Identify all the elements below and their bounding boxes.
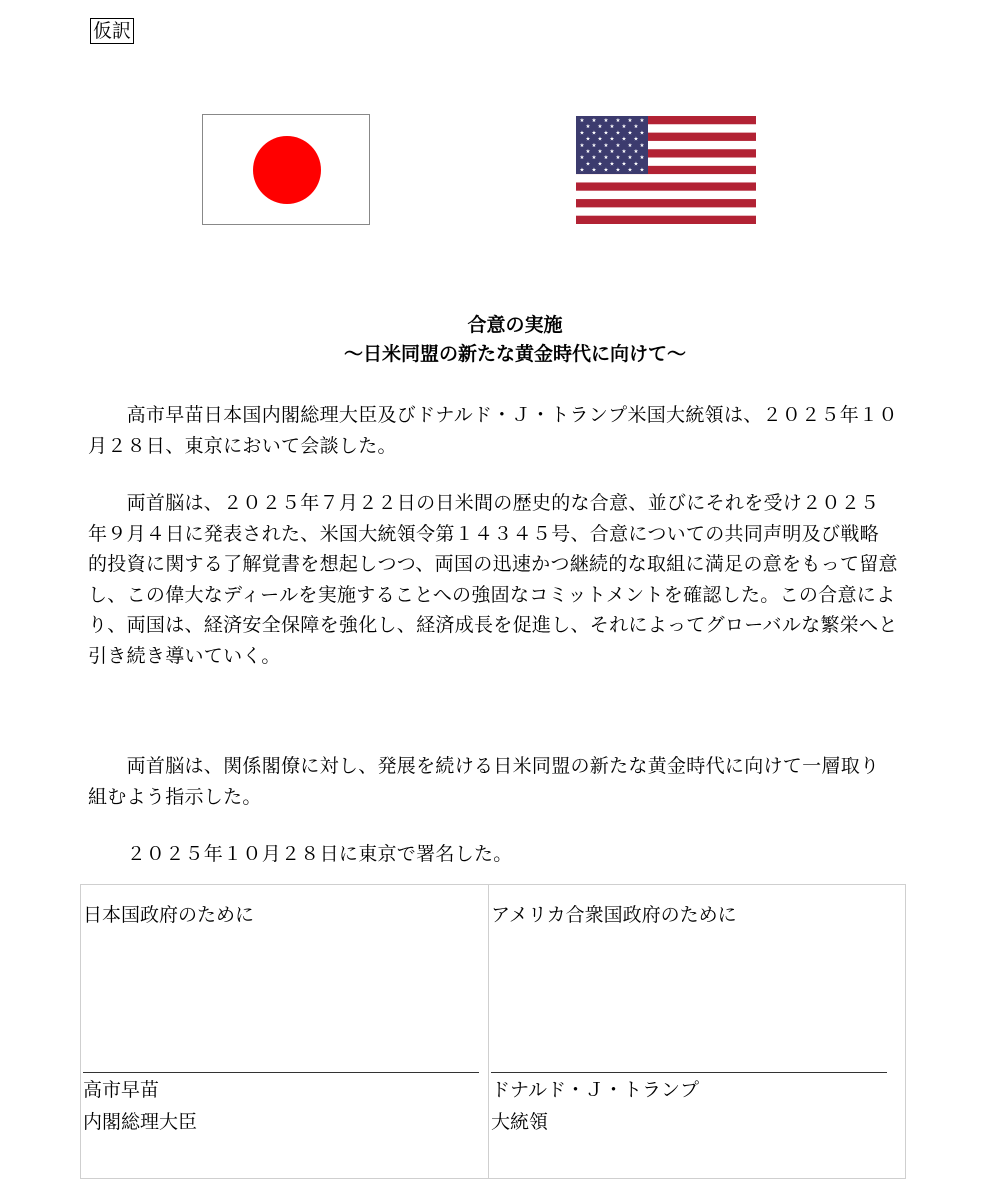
signatory-name-usa: ドナルド・Ｊ・トランプ <box>491 1079 700 1101</box>
usa-flag-star: ★ <box>639 130 645 137</box>
paragraph-instruction: 両首脳は、関係閣僚に対し、発展を続ける日米同盟の新たな黄金時代に向けて一層取り組むよう指示した。 <box>88 755 880 808</box>
signature-heading-usa: アメリカ合衆国政府のために <box>491 904 737 926</box>
usa-flag-star: ★ <box>603 130 609 137</box>
usa-flag-star: ★ <box>579 167 585 174</box>
usa-flag-star: ★ <box>603 118 609 124</box>
signature-block-usa <box>489 885 905 1178</box>
usa-flag-star: ★ <box>603 142 609 149</box>
usa-flag-stripe <box>576 174 756 182</box>
usa-flag-star: ★ <box>579 118 585 124</box>
signature-line-usa <box>491 1072 887 1073</box>
usa-flag-star: ★ <box>639 142 645 149</box>
usa-flag-stripe <box>576 182 756 190</box>
paragraph-meeting: 高市早苗日本国内閣総理大臣及びドナルド・Ｊ・トランプ米国大統領は、２０２５年１０月２８日、東京において会談した。 <box>88 404 898 457</box>
signature-heading-japan: 日本国政府のために <box>83 904 255 926</box>
usa-flag-star: ★ <box>615 167 621 174</box>
usa-flag-star: ★ <box>597 161 603 168</box>
paragraph-agreement: 両首脳は、２０２５年７月２２日の日米間の歴史的な合意、並びにそれを受け２０２５年９月４日に発表された、米国大統領令第１４３４５号、合意についての共同声明及び戦略的投資に関する了解覚書を想起しつつ、両国の迅速かつ継続的な取組に満足の意をもって留意し、この偉大なディールを実施することへの強固なコミットメントを確認した。この合意により、両国は、経済安全保障を強化し、経済成長を促進し、それによってグローバルな繁栄へと引き続き導いていく。 <box>88 492 898 667</box>
usa-flag-star: ★ <box>621 161 627 168</box>
usa-flag-star: ★ <box>585 124 591 131</box>
usa-flag-star: ★ <box>603 155 609 162</box>
usa-flag-star: ★ <box>633 136 639 143</box>
usa-flag-star: ★ <box>615 130 621 137</box>
usa-flag-star: ★ <box>591 155 597 162</box>
usa-flag-star: ★ <box>633 161 639 168</box>
usa-flag-star: ★ <box>597 136 603 143</box>
usa-flag-star: ★ <box>627 130 633 137</box>
usa-flag-star: ★ <box>639 118 645 124</box>
usa-flag-star: ★ <box>609 161 615 168</box>
usa-flag-star: ★ <box>591 167 597 174</box>
usa-flag-star: ★ <box>633 149 639 155</box>
usa-flag-star: ★ <box>615 142 621 149</box>
usa-flag-star: ★ <box>579 130 585 137</box>
signatory-title-usa: 大統領 <box>491 1111 549 1133</box>
usa-flag-star: ★ <box>579 155 585 162</box>
signature-line-japan <box>83 1072 479 1073</box>
usa-flag-star: ★ <box>609 124 615 131</box>
japan-flag <box>202 114 370 225</box>
usa-flag-star: ★ <box>615 118 621 124</box>
usa-flag-star: ★ <box>585 161 591 168</box>
signatory-title-japan: 内閣総理大臣 <box>83 1111 198 1133</box>
usa-flag-star: ★ <box>639 155 645 162</box>
draft-translation-label: 仮訳 <box>90 18 134 44</box>
usa-flag-star: ★ <box>609 149 615 155</box>
usa-flag-stripe <box>576 191 756 199</box>
usa-flag-star: ★ <box>627 155 633 162</box>
japan-flag-sun <box>253 136 321 204</box>
usa-flag <box>576 116 756 224</box>
usa-flag-star: ★ <box>621 136 627 143</box>
usa-flag-star: ★ <box>585 149 591 155</box>
usa-flag-stripe <box>576 216 756 224</box>
usa-flag-star: ★ <box>591 118 597 124</box>
usa-flag-star: ★ <box>585 136 591 143</box>
usa-flag-star: ★ <box>603 167 609 174</box>
usa-flag-star: ★ <box>615 155 621 162</box>
usa-flag-star: ★ <box>597 124 603 131</box>
usa-flag-star: ★ <box>621 124 627 131</box>
signatory-name-japan: 高市早苗 <box>83 1079 160 1101</box>
signature-table <box>80 884 906 1179</box>
usa-flag-star: ★ <box>591 130 597 137</box>
usa-flag-star: ★ <box>609 136 615 143</box>
usa-flag-stripe <box>576 199 756 207</box>
paragraph-signed: ２０２５年１０月２８日に東京で署名した。 <box>88 843 513 865</box>
usa-flag-star: ★ <box>579 142 585 149</box>
usa-flag-star: ★ <box>627 142 633 149</box>
usa-flag-stripe <box>576 207 756 215</box>
usa-flag-star: ★ <box>639 167 645 174</box>
usa-flag-star: ★ <box>597 149 603 155</box>
usa-flag-star: ★ <box>627 118 633 124</box>
usa-flag-star: ★ <box>591 142 597 149</box>
usa-flag-star: ★ <box>627 167 633 174</box>
document-subtitle: ～日米同盟の新たな黄金時代に向けて～ <box>343 343 686 365</box>
document-title: 合意の実施 <box>467 314 563 336</box>
usa-flag-star: ★ <box>633 124 639 131</box>
signature-block-japan <box>81 885 488 1178</box>
usa-flag-star: ★ <box>621 149 627 155</box>
